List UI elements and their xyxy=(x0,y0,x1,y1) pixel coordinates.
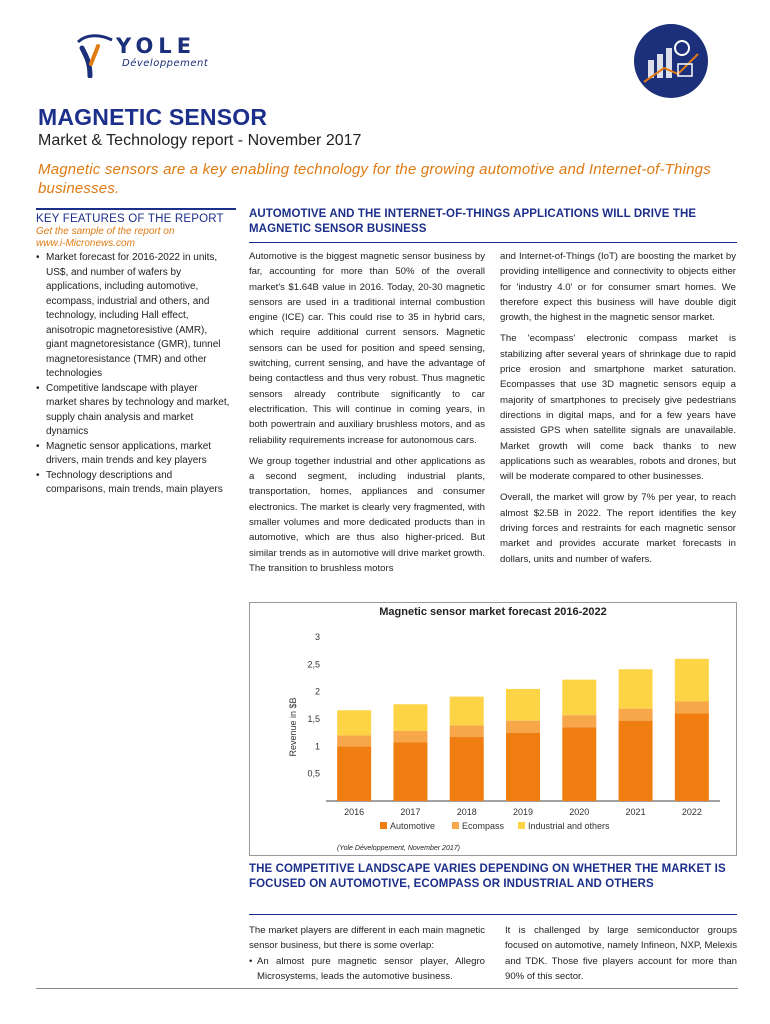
yole-swoosh-icon xyxy=(72,32,116,78)
x-tick-label: 2019 xyxy=(512,807,534,817)
yole-logo xyxy=(72,32,212,82)
x-tick-label: 2020 xyxy=(569,807,590,817)
legend-label: Industrial and others xyxy=(528,821,610,831)
y-tick-label: 1 xyxy=(314,741,320,752)
text-column xyxy=(500,249,736,573)
bar-segment xyxy=(562,680,596,716)
page-title: MAGNETIC SENSOR xyxy=(38,104,268,130)
y-tick-label: 2 xyxy=(314,686,320,697)
y-tick-label: 2,5 xyxy=(307,659,320,670)
x-tick-label: 2018 xyxy=(456,807,477,817)
bar-segment xyxy=(506,689,540,721)
bar-segment xyxy=(337,746,371,801)
bar-segment xyxy=(393,743,427,801)
chart-canvas xyxy=(250,603,738,857)
paragraph: We group together industrial and other applications as a second segment, including industrial plants, transportation, homes, appliances and consumer electronics. The market is clearly very fragmented, with smaller volumes and more dedicated products than in automotive, which are thus also higher-priced. But similar trends as in automotive will drive market growth. The transition to brushless motors xyxy=(249,455,485,574)
report-badge-icon xyxy=(634,24,708,98)
bar-segment xyxy=(393,731,427,742)
page-subtitle: Market & Technology report - November 2017 xyxy=(38,132,362,149)
key-features-sidebar xyxy=(36,208,236,498)
paragraph: and Internet-of-Things (IoT) are boosting the market by providing intelligence and connectivity to objects either for 'industry 4.0' or for consumer smart homes. We therefore expect this business will have double digit growth, the highest in the magnetic sensor market. xyxy=(500,251,736,324)
bar-segment xyxy=(675,714,709,801)
bar-segment xyxy=(675,702,709,714)
y-tick-label: 0,5 xyxy=(307,768,320,779)
section-heading: THE COMPETITIVE LANDSCAPE VARIES DEPENDING ON WHETHER THE MARKET IS FOCUSED ON AUTOMOTIVE, ECOMPASS OR INDUSTRIAL AND OTHERS xyxy=(249,863,726,890)
list-item: • Magnetic sensor applications, market drivers, main trends and key players xyxy=(36,440,231,469)
key-features-list xyxy=(36,251,236,498)
paragraph: Overall, the market will grow by 7% per year, to reach almost $2.5B in 2022. The report identifies the key driving forces and restraints for each magnetic sensor market and provides accurate market forecasts in dollars, units and number of wafers. xyxy=(500,492,736,565)
x-tick-label: 2021 xyxy=(625,807,646,817)
sample-link[interactable]: Get the sample of the report on www.i-Micronews.com xyxy=(36,226,175,249)
paragraph: The market players are different in each main magnetic sensor business, but there is some overlap: xyxy=(249,925,485,952)
divider xyxy=(249,914,737,915)
market-forecast-chart xyxy=(249,602,737,856)
bar-segment xyxy=(619,709,653,721)
bar-segment xyxy=(450,737,484,801)
paragraph: Automotive is the biggest magnetic sensor business by far, accounting for more than 50% of the overall market's $1.64B value in 2016. Today, 20-30 magnetic sensors are used in a traditional internal combustion engine (ICE) car. This could rise to 35 in hybrid cars, which require additional current sensors. Magnetic sensors can be used for position and speed sensing, switching, current sensing, and have the advantage of being contactless and thus very robust. Thus magnetic sensors already contribute significantly to car electrification. This will continue in coming years, in both powertrain and auxiliary brushless motors, and as reliability requirements increase for autonomous cars. xyxy=(249,251,485,446)
bar-segment xyxy=(562,715,596,727)
list-item: • Technology descriptions and comparisons, main trends, main players xyxy=(36,469,231,498)
tagline: Magnetic sensors are a key enabling technology for the growing automotive and Internet-of-Things businesses. xyxy=(38,161,711,197)
y-tick-label: 1,5 xyxy=(307,714,320,724)
bar-segment xyxy=(619,669,653,708)
bar-segment xyxy=(393,704,427,731)
y-axis-label: Revenue in $B xyxy=(288,697,298,757)
logo-wordmark: YOLE xyxy=(116,34,197,58)
x-tick-label: 2016 xyxy=(344,807,365,817)
bar-segment xyxy=(450,726,484,737)
text-column xyxy=(249,923,485,984)
section-heading: AUTOMOTIVE AND THE INTERNET-OF-THINGS APPLICATIONS WILL DRIVE THE MAGNETIC SENSOR BUSINESS xyxy=(249,208,697,235)
divider xyxy=(36,988,738,989)
chart-title: Magnetic sensor market forecast 2016-2022 xyxy=(379,606,607,618)
bar-segment xyxy=(337,710,371,735)
legend-swatch xyxy=(452,822,459,829)
chart-source: (Yole Développement, November 2017) xyxy=(337,845,460,852)
key-features-heading: KEY FEATURES OF THE REPORT xyxy=(36,208,236,225)
divider xyxy=(249,242,737,243)
bar-segment xyxy=(562,727,596,801)
logo-subtitle: Développement xyxy=(122,58,209,69)
text-column xyxy=(249,249,485,582)
bar-segment xyxy=(675,659,709,702)
x-tick-label: 2022 xyxy=(681,807,702,817)
legend-label: Automotive xyxy=(390,821,436,831)
bar-segment xyxy=(337,735,371,746)
y-tick-label: 3 xyxy=(314,632,320,642)
text-column xyxy=(505,923,737,984)
legend-label: Ecompass xyxy=(462,821,505,831)
legend-swatch xyxy=(380,822,387,829)
list-item: • Market forecast for 2016-2022 in units, US$, and number of wafers by applications, including automotive, ecompass, industrial and others, and technology, including Hall effect, anisotropic magnetoresistive (AMR), giant magnetoresistance (GMR), tunnel magnetoresistance (TMR) and other technologies xyxy=(36,251,231,382)
list-item: • Competitive landscape with player market shares by technology and market, supply chain analysis and market dynamics xyxy=(36,382,231,440)
list-item: • An almost pure magnetic sensor player, Allegro Microsystems, leads the automotive business. xyxy=(249,954,485,985)
bar-segment xyxy=(506,721,540,733)
bar-segment xyxy=(450,697,484,726)
bar-segment xyxy=(619,721,653,801)
bar-segment xyxy=(506,733,540,801)
legend-swatch xyxy=(518,822,525,829)
paragraph: It is challenged by large semiconductor groups focused on automotive, namely Infineon, NXP, Melexis and TDK. Those five players account for more than 90% of this sector. xyxy=(505,925,737,982)
paragraph: The 'ecompass' electronic compass market is stabilizing after several years of shrinkage due to rapid price erosion and smartphone market saturation. Ecompasses that use 3D magnetic sensors equip a majority of smartphones to precisely give pedestrians directions in digital maps, and for a few years have assisted GPS when satellite signals are unavailable. Market growth will come back thanks to new applications such as wearables, robots and drones, but will be moderate compared to other businesses. xyxy=(500,333,736,483)
x-tick-label: 2017 xyxy=(400,807,421,817)
